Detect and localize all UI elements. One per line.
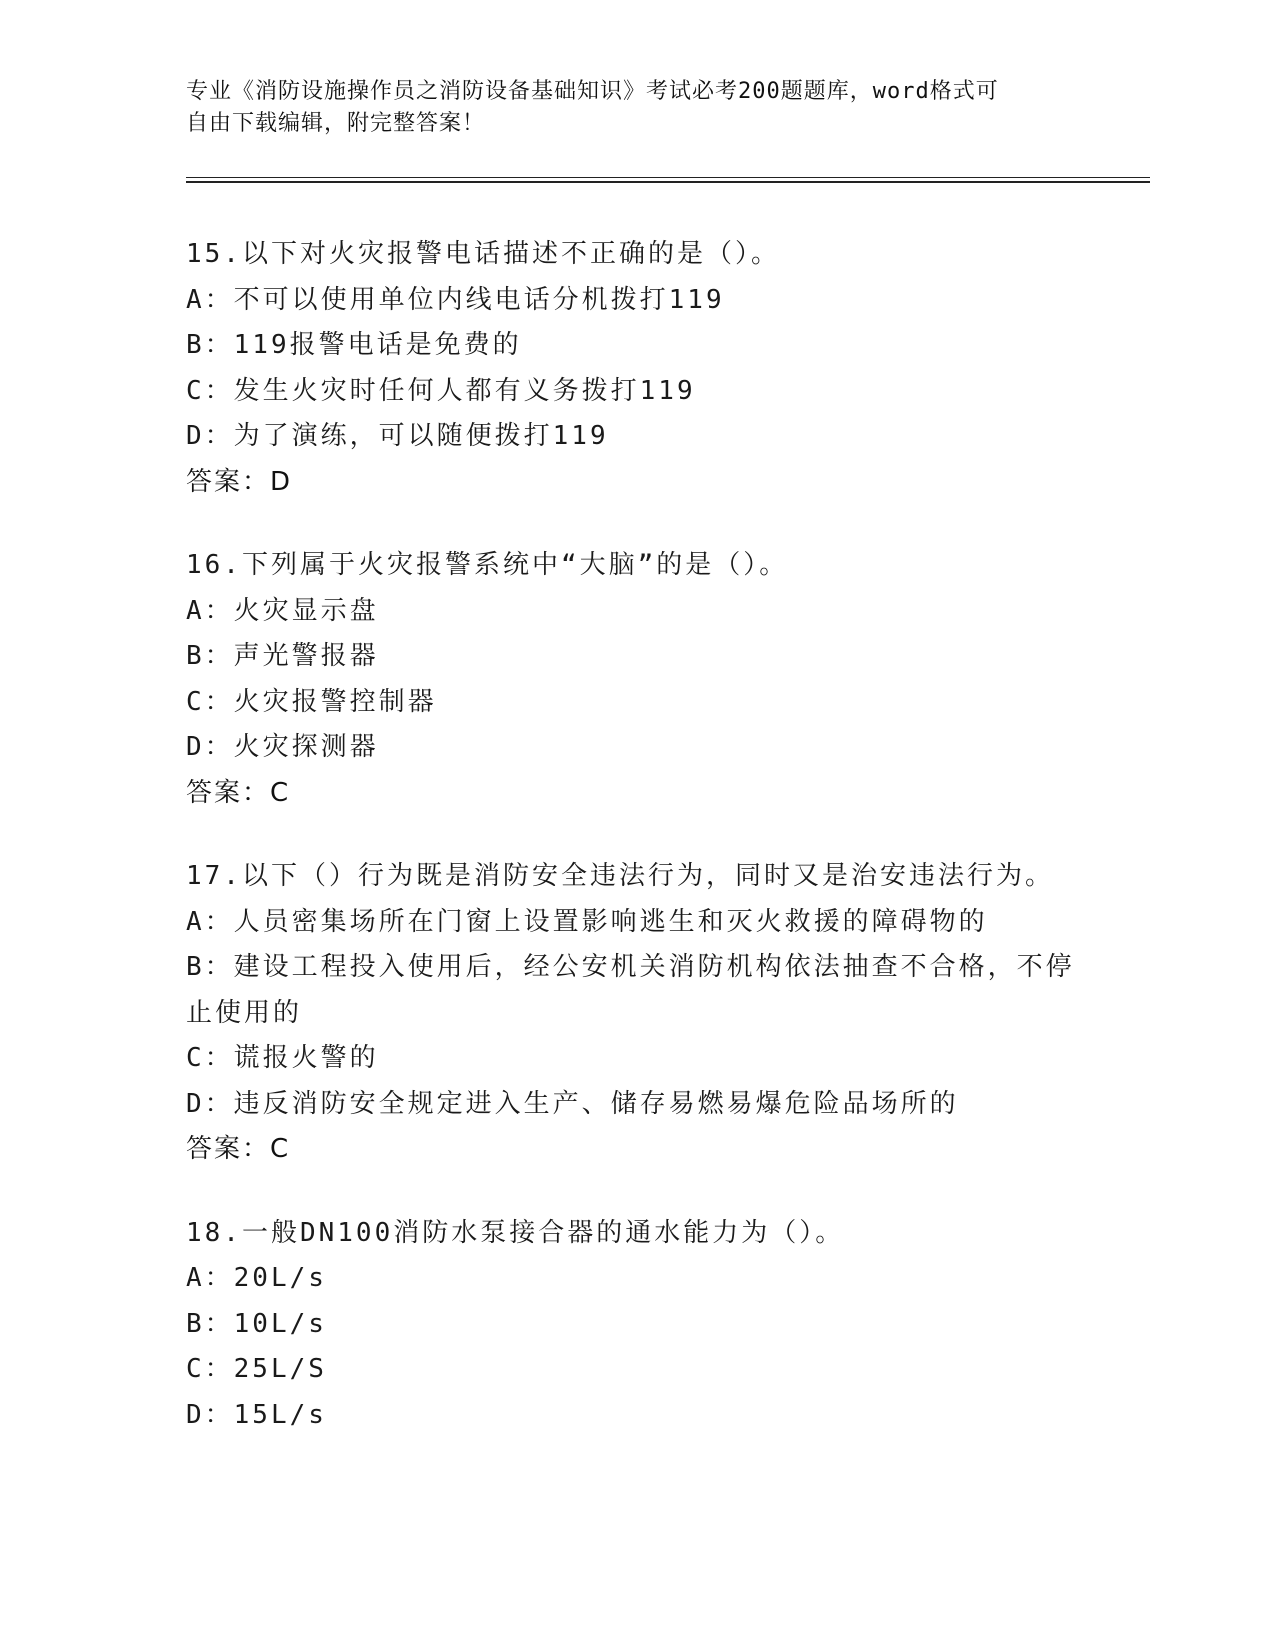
option-a: A：人员密集场所在门窗上设置影响逃生和灭火救援的障碍物的 <box>186 906 988 937</box>
header-double-rule <box>186 177 1150 183</box>
option-b: B：10L/s <box>186 1308 327 1339</box>
question-list <box>186 232 1086 1476</box>
option-d: D：15L/s <box>186 1399 327 1430</box>
question-stem: 17.以下（）行为既是消防安全违法行为，同时又是治安违法行为。 <box>186 861 1054 891</box>
question-stem: 16.下列属于火灾报警系统中“大脑”的是（）。 <box>186 550 789 580</box>
header-rule-thick <box>186 181 1150 183</box>
answer-label: 答案：C <box>186 1134 291 1164</box>
option-c: C：火灾报警控制器 <box>186 686 437 717</box>
header-rule-thin <box>186 177 1150 178</box>
question-15 <box>186 232 1086 505</box>
option-d: D：违反消防安全规定进入生产、储存易燃易爆危险品场所的 <box>186 1088 959 1119</box>
option-d: D：火灾探测器 <box>186 732 379 762</box>
option-c: C：谎报火警的 <box>186 1043 379 1073</box>
option-b: B：声光警报器 <box>186 641 379 671</box>
question-18 <box>186 1211 1086 1439</box>
question-stem: 15.以下对火灾报警电话描述不正确的是（）。 <box>186 239 780 269</box>
option-c: C：25L/S <box>186 1354 327 1384</box>
answer-label: 答案：C <box>186 777 291 808</box>
option-b: B：建设工程投入使用后，经公安机关消防机构依法抽查不合格，不停止使用的 <box>186 952 1075 1028</box>
option-a: A：不可以使用单位内线电话分机拨打119 <box>186 284 725 315</box>
header-line-1: 专业《消防设施操作员之消防设备基础知识》考试必考200题题库，word格式可 <box>186 79 999 104</box>
option-c: C：发生火灾时任何人都有义务拨打119 <box>186 375 696 406</box>
option-d: D：为了演练，可以随便拨打119 <box>186 421 609 451</box>
option-a: A：火灾显示盘 <box>186 595 379 626</box>
option-b: B：119报警电话是免费的 <box>186 330 522 360</box>
header-line-2: 自由下载编辑，附完整答案！ <box>186 111 486 136</box>
question-17 <box>186 854 1086 1173</box>
answer-label: 答案：D <box>186 466 293 497</box>
question-stem: 18.一般DN100消防水泵接合器的通水能力为（）。 <box>186 1217 845 1248</box>
question-16 <box>186 543 1086 816</box>
option-a: A：20L/s <box>186 1263 327 1293</box>
document-header <box>186 76 1086 140</box>
